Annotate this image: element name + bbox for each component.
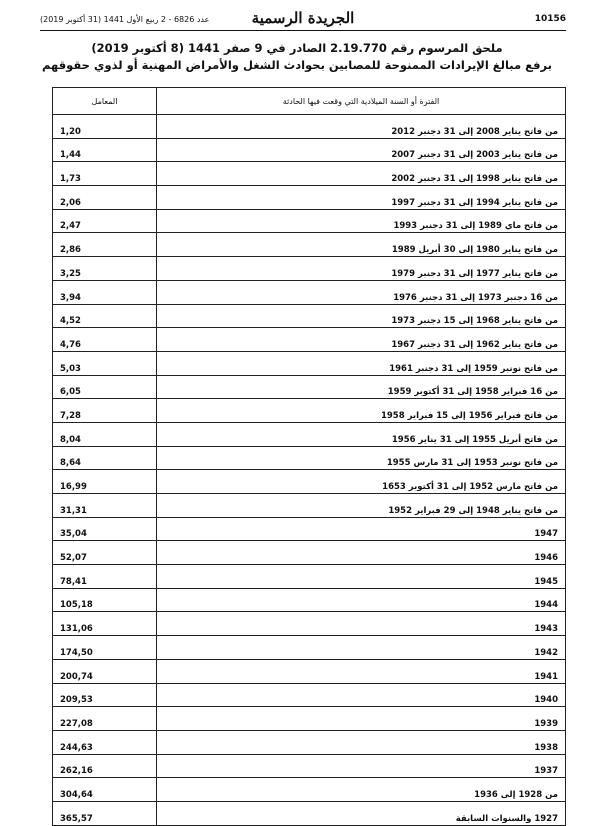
row-period: 1946 — [157, 541, 566, 565]
row-period: 1939 — [157, 707, 566, 731]
row-coefficient: 3,25 — [53, 257, 157, 281]
row-period: من فاتح يناير 2003 إلى 31 دجنبر 2007 — [157, 138, 566, 162]
row-period: من فاتح يناير 1948 إلى 29 فبراير 1952 — [157, 494, 566, 518]
table-row — [53, 209, 566, 233]
row-coefficient: 52,07 — [53, 541, 157, 565]
table-row — [53, 257, 566, 281]
table-row — [53, 351, 566, 375]
journal-title: الجريدة الرسمية — [251, 9, 355, 27]
coefficients-table — [52, 87, 566, 826]
row-period: 1940 — [157, 683, 566, 707]
table-row — [53, 730, 566, 754]
table-row — [53, 233, 566, 257]
table-row — [53, 280, 566, 304]
row-coefficient: 1,20 — [53, 115, 157, 139]
row-coefficient: 131,06 — [53, 612, 157, 636]
table-row — [53, 375, 566, 399]
row-period: من فاتح يناير 1977 إلى 31 دجنبر 1979 — [157, 257, 566, 281]
row-coefficient: 2,06 — [53, 186, 157, 210]
table-header-row — [53, 88, 566, 115]
row-coefficient: 16,99 — [53, 470, 157, 494]
row-period: من فاتح يناير 1962 إلى 31 دجنبر 1967 — [157, 328, 566, 352]
table-row — [53, 754, 566, 778]
row-period: من فاتح مارس 1952 إلى 31 أكتوبر 1653 — [157, 470, 566, 494]
row-period: من فاتح يناير 1994 إلى 31 دجنبر 1997 — [157, 186, 566, 210]
row-period: من فاتح ماي 1989 إلى 31 دجنبر 1993 — [157, 209, 566, 233]
table-row — [53, 801, 566, 825]
row-coefficient: 3,94 — [53, 280, 157, 304]
row-coefficient: 35,04 — [53, 517, 157, 541]
table-row — [53, 304, 566, 328]
coefficients-table-wrap — [52, 87, 565, 826]
row-period: 1941 — [157, 659, 566, 683]
row-period: 1927 والسنوات السابقة — [157, 801, 566, 825]
row-period: من فاتح يناير 1998 إلى 31 دجنبر 2002 — [157, 162, 566, 186]
row-period: 1945 — [157, 565, 566, 589]
row-period: 1937 — [157, 754, 566, 778]
decree-subtitle: برفع مبالغ الإيرادات الممنوحة للمصابين بحوادث الشغل والأمراض المهنية أو لذوي حقوقهم — [42, 58, 552, 72]
table-row — [53, 636, 566, 660]
issue-info: عدد 6826 - 2 ربيع الأول 1441 (31 أكتوبر 2019) — [40, 15, 210, 24]
row-coefficient: 105,18 — [53, 588, 157, 612]
row-coefficient: 244,63 — [53, 730, 157, 754]
table-row — [53, 446, 566, 470]
row-period: 1947 — [157, 517, 566, 541]
table-row — [53, 565, 566, 589]
page-number: 10156 — [534, 14, 566, 24]
table-row — [53, 494, 566, 518]
row-period: من فاتح نونبر 1959 إلى 31 دجنبر 1961 — [157, 351, 566, 375]
table-row — [53, 612, 566, 636]
row-coefficient: 5,03 — [53, 351, 157, 375]
row-coefficient: 31,31 — [53, 494, 157, 518]
row-period: 1938 — [157, 730, 566, 754]
row-period: 1943 — [157, 612, 566, 636]
table-row — [53, 683, 566, 707]
row-period: من فاتح يناير 2008 إلى 31 دجنبر 2012 — [157, 115, 566, 139]
row-coefficient: 2,47 — [53, 209, 157, 233]
decree-title: ملحق المرسوم رقم 2.19.770 الصادر في 9 صفر 1441 (8 أكتوبر 2019) — [91, 41, 503, 55]
table-row — [53, 328, 566, 352]
row-coefficient: 365,57 — [53, 801, 157, 825]
row-period: من 16 فبراير 1958 إلى 31 أكتوبر 1959 — [157, 375, 566, 399]
row-period: 1942 — [157, 636, 566, 660]
row-coefficient: 8,64 — [53, 446, 157, 470]
row-period: من فاتح يناير 1980 إلى 30 أبريل 1989 — [157, 233, 566, 257]
table-row — [53, 588, 566, 612]
table-row — [53, 470, 566, 494]
row-period: 1944 — [157, 588, 566, 612]
row-coefficient: 7,28 — [53, 399, 157, 423]
table-row — [53, 659, 566, 683]
row-coefficient: 1,44 — [53, 138, 157, 162]
table-row — [53, 707, 566, 731]
row-coefficient: 8,04 — [53, 422, 157, 446]
row-coefficient: 262,16 — [53, 754, 157, 778]
row-coefficient: 227,08 — [53, 707, 157, 731]
row-coefficient: 209,53 — [53, 683, 157, 707]
table-row — [53, 115, 566, 139]
table-row — [53, 162, 566, 186]
table-row — [53, 422, 566, 446]
row-coefficient: 174,50 — [53, 636, 157, 660]
row-coefficient: 2,86 — [53, 233, 157, 257]
table-row — [53, 778, 566, 802]
row-coefficient: 200,74 — [53, 659, 157, 683]
row-period: من فاتح نونبر 1953 إلى 31 مارس 1955 — [157, 446, 566, 470]
header-rule — [40, 30, 566, 31]
document-titles — [40, 40, 554, 74]
row-period: من فاتح يناير 1968 إلى 15 دجنبر 1973 — [157, 304, 566, 328]
row-coefficient: 1,73 — [53, 162, 157, 186]
row-coefficient: 304,64 — [53, 778, 157, 802]
table-row — [53, 541, 566, 565]
row-coefficient: 78,41 — [53, 565, 157, 589]
column-header-period: الفترة أو السنة الميلادية التي وقعت فيها الحادثة — [157, 88, 566, 115]
table-row — [53, 186, 566, 210]
row-coefficient: 4,52 — [53, 304, 157, 328]
table-row — [53, 399, 566, 423]
row-coefficient: 6,05 — [53, 375, 157, 399]
page-header — [40, 6, 566, 32]
table-row — [53, 517, 566, 541]
column-header-coefficient: المعامل — [53, 88, 157, 115]
row-period: من فاتح فبراير 1956 إلى 15 فبراير 1958 — [157, 399, 566, 423]
row-period: من فاتح أبريل 1955 إلى 31 يناير 1956 — [157, 422, 566, 446]
row-period: من 1928 إلى 1936 — [157, 778, 566, 802]
table-row — [53, 138, 566, 162]
row-coefficient: 4,76 — [53, 328, 157, 352]
row-period: من 16 دجنبر 1973 إلى 31 دجنبر 1976 — [157, 280, 566, 304]
